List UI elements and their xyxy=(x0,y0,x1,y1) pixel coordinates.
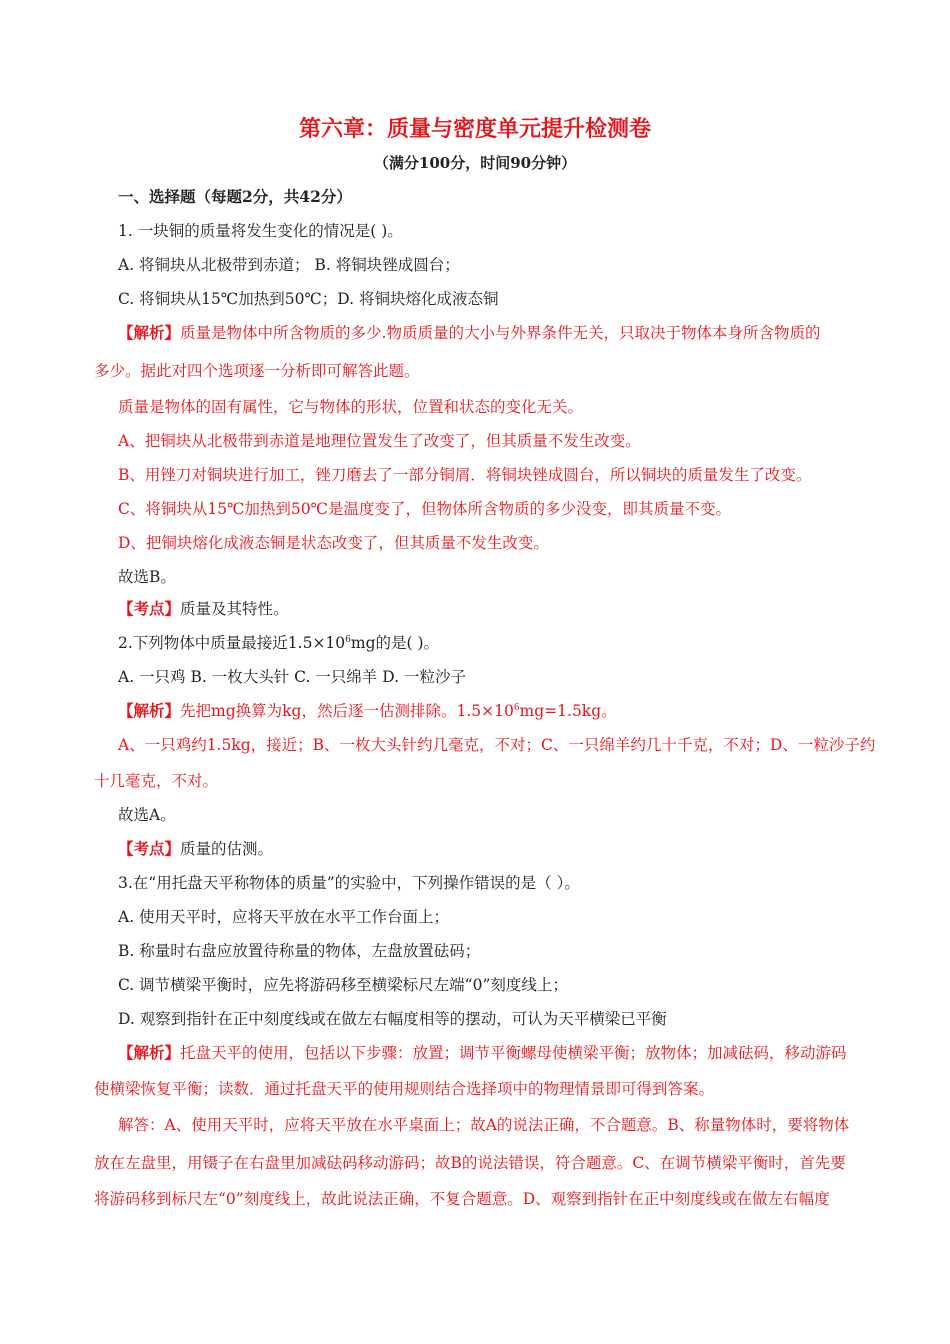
analysis-text: 托盘天平的使用，包括以下步骤：放置；调节平衡螺母使横梁平衡；放物体；加减砝码，移动游码 xyxy=(180,1044,847,1062)
q3-solution: 解答：A、使用天平时，应将天平放在水平桌面上；故A的说法正确，不合题意。B、称量物体时，要将物体 xyxy=(118,1116,850,1134)
analysis-text: 质量是物体中所含物质的多少.物质质量的大小与外界条件无关，只取决于物体本身所含物质的 xyxy=(180,324,821,342)
kp-tag: 【考点】 xyxy=(118,839,181,858)
page-subtitle: （满分100分，时间90分钟） xyxy=(373,154,577,172)
q2-knowledge-point xyxy=(118,838,273,860)
q1-explain-b: B、用锉刀对铜块进行加工，锉刀磨去了一部分铜屑．将铜块锉成圆台，所以铜块的质量发生了改变。 xyxy=(118,466,812,484)
q2-explanation-cont: 十几毫克，不对。 xyxy=(94,772,219,790)
q2-stem-b: mg的是( )。 xyxy=(350,634,440,652)
q2-stem-a: 2.下列物体中质量最接近1.5×10 xyxy=(118,634,346,652)
q1-options-ab: A. 将铜块从北极带到赤道； B. 将铜块锉成圆台； xyxy=(118,256,460,274)
q1-explain-c: C、将铜块从15℃加热到50℃是温度变了，但物体所含物质的多少没变，即其质量不变。 xyxy=(118,500,731,518)
q1-explain-a: A、把铜块从北极带到赤道是地理位置发生了改变了，但其质量不发生改变。 xyxy=(118,432,641,450)
q1-explanation: 质量是物体的固有属性，它与物体的形状，位置和状态的变化无关。 xyxy=(118,398,584,416)
q3-solution-cont-2: 将游码移到标尺左“0”刻度线上，故此说法正确，不复合题意。D、观察到指针在正中刻度线或在做左右幅度 xyxy=(94,1190,830,1208)
q3-option-b: B. 称量时右盘应放置待称量的物体，左盘放置砝码； xyxy=(118,942,481,960)
q2-stem-exponent: 6 xyxy=(345,634,351,645)
q3-option-d: D. 观察到指针在正中刻度线或在做左右幅度相等的摆动，可认为天平横梁已平衡 xyxy=(118,1010,667,1028)
q3-option-c: C. 调节横梁平衡时，应先将游码移至横梁标尺左端“0”刻度线上； xyxy=(118,976,568,994)
q2-explanation: A、一只鸡约1.5kg，接近；B、一枚大头针约几毫克，不对；C、一只绵羊约几十千克，不对；D、一粒沙子约 xyxy=(118,736,876,754)
analysis-tag: 【解析】 xyxy=(118,323,181,342)
q3-analysis xyxy=(118,1042,847,1064)
q1-analysis xyxy=(118,322,820,344)
q2-analysis-a: 先把mg换算为kg，然后逐一估测排除。1.5×10 xyxy=(180,702,514,720)
analysis-tag: 【解析】 xyxy=(118,701,181,720)
q3-solution-cont-1: 放在左盘里，用镊子在右盘里加减砝码移动游码；故B的说法错误，符合题意。C、在调节横梁平衡时，首先要 xyxy=(94,1154,846,1172)
q2-answer: 故选A。 xyxy=(118,806,176,824)
q2-analysis-exponent: 6 xyxy=(513,702,520,713)
q1-analysis-cont: 多少。据此对四个选项逐一分析即可解答此题。 xyxy=(94,362,420,380)
q1-options-cd: C. 将铜块从15℃加热到50℃；D. 将铜块熔化成液态铜 xyxy=(118,290,499,308)
page-title: 第六章：质量与密度单元提升检测卷 xyxy=(298,116,651,142)
q1-knowledge-point xyxy=(118,598,289,620)
section-heading: 一、选择题（每题2分，共42分） xyxy=(118,187,352,206)
q1-stem: 1. 一块铜的质量将发生变化的情况是( )。 xyxy=(118,222,403,240)
analysis-tag: 【解析】 xyxy=(118,1043,181,1062)
kp-text: 质量及其特性。 xyxy=(180,600,289,618)
q1-answer: 故选B。 xyxy=(118,568,176,586)
q2-stem xyxy=(118,632,439,654)
q2-analysis xyxy=(118,700,617,722)
kp-tag: 【考点】 xyxy=(118,599,181,618)
q2-options: A. 一只鸡 B. 一枚大头针 C. 一只绵羊 D. 一粒沙子 xyxy=(118,668,466,686)
kp-text: 质量的估测。 xyxy=(180,840,274,858)
q1-explain-d: D、把铜块熔化成液态铜是状态改变了，但其质量不发生改变。 xyxy=(118,534,549,552)
q3-option-a: A. 使用天平时，应将天平放在水平工作台面上； xyxy=(118,908,450,926)
q3-analysis-cont: 使横梁恢复平衡；读数．通过托盘天平的使用规则结合选择项中的物理情景即可得到答案。 xyxy=(94,1080,715,1098)
q2-analysis-b: mg=1.5kg。 xyxy=(519,702,617,720)
q3-stem: 3.在“用托盘天平称物体的质量”的实验中，下列操作错误的是（ ）。 xyxy=(118,874,580,892)
